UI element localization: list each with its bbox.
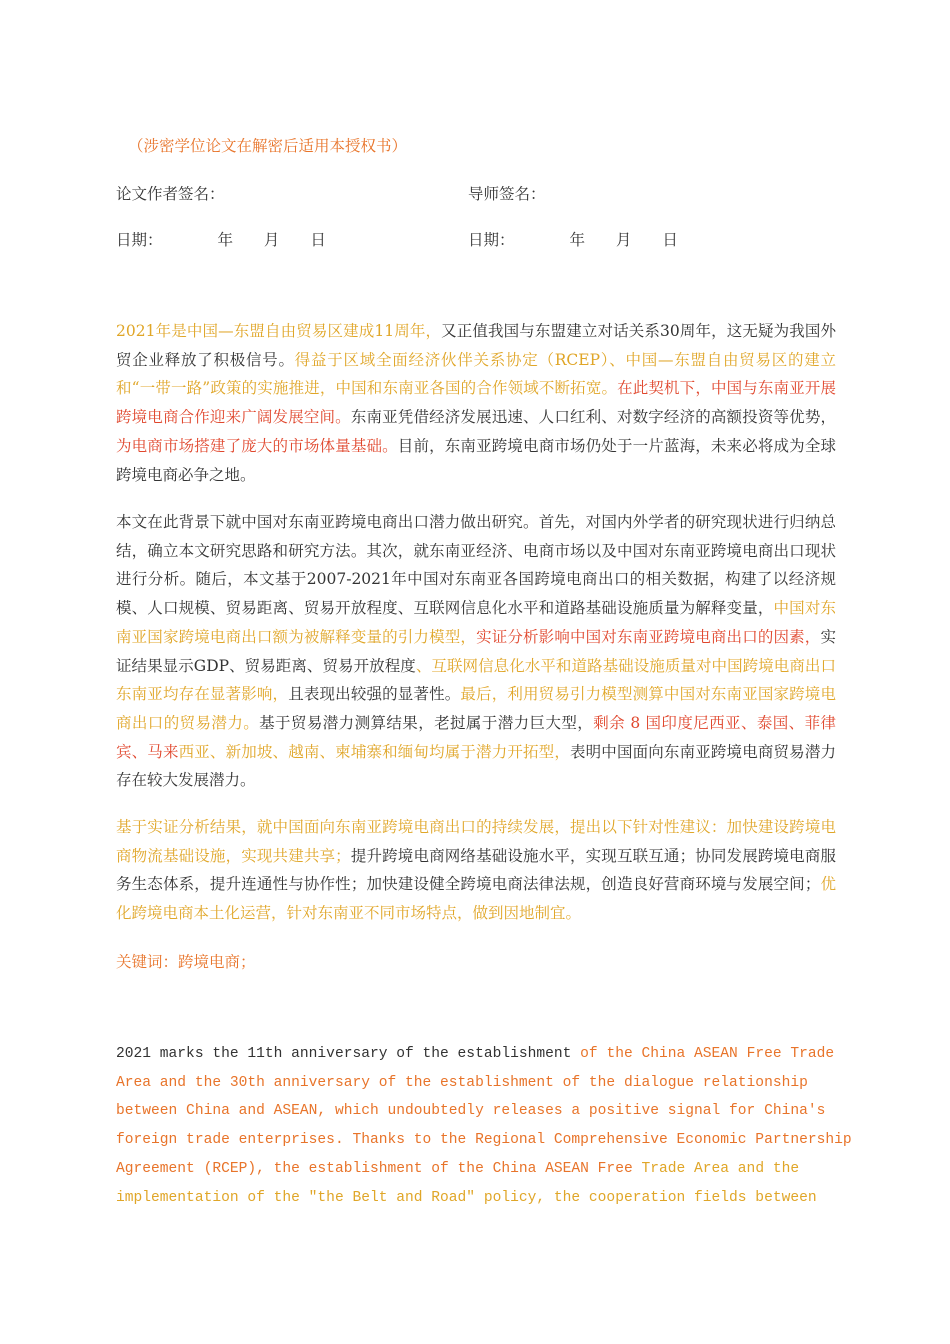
text-run: 在此契机下，中国与东南亚开展跨境电商合作迎来广阔发展空间。 bbox=[116, 379, 836, 427]
text-run: 优化跨境电商本土化运营，针对东南亚不同市场特点，做到因地制宜。 bbox=[116, 875, 836, 923]
author-signature-label: 论文作者签名： bbox=[116, 185, 225, 203]
text-run: implementation of the "the Belt and Road" policy, the cooperation fields between bbox=[116, 1189, 817, 1206]
text-run: 又正值我国与东盟建立对话关系30周年，这无疑为我国外贸企业释放了积极信号。 bbox=[116, 322, 837, 369]
text-run: 2021 marks the 11th anniversary of the establishment bbox=[116, 1046, 581, 1062]
abstract-en-line bbox=[116, 1069, 836, 1098]
abstract-en-line bbox=[116, 1184, 836, 1213]
abstract-en-line bbox=[116, 1126, 852, 1155]
text-run: 西亚、新加坡、越南、柬埔寨和缅甸均属于潜力开拓型， bbox=[178, 742, 570, 761]
text-run: 且表现出较强的显著性。 bbox=[288, 685, 461, 704]
text-run: 为电商市场搭建了庞大的市场体量基础。 bbox=[116, 436, 398, 455]
date-day: 日 bbox=[662, 231, 678, 249]
text-run: Area and the 30th anniversary of the establishment of the dialogue relationship bbox=[116, 1074, 808, 1091]
abstract-cn-paragraph-1 bbox=[116, 317, 836, 489]
date-line-left bbox=[116, 228, 326, 250]
text-run: 东南亚凭借经济发展迅速、人口红利、对数字经济的高额投资等优势， bbox=[350, 408, 836, 427]
text-run: Agreement (RCEP), the establishment of the China ASEAN Free bbox=[116, 1160, 642, 1177]
text-run: 本文在此背景下就中国对东南亚跨境电商出口潜力做出研究。首先，对国内外学者的研究现状进行归纳总结，确立本文研究思路和研究方法。其次，就东南亚经济、电商市场以及中国对东南亚跨境电商出口现状进行分析。随后，本文基于2007-2021年中国对东南亚各国跨境电商出口的相关数据，构建了以经济规模、人口规模、贸易距离、贸易开放程度、互联网信息化水平和道路基础设施质量为解释变量， bbox=[116, 513, 836, 618]
text-run: 基于贸易潜力测算结果，老挝属于潜力巨大型， bbox=[259, 713, 594, 732]
text-run: 、互联网信息化水平和道路基础设施质量对中国跨境电商出口东南亚均存在显著影响， bbox=[116, 656, 836, 704]
text-run: Trade Area and the bbox=[641, 1160, 800, 1177]
date-year: 年 bbox=[217, 231, 233, 249]
keywords: 关键词：跨境电商； bbox=[116, 953, 256, 971]
text-run: 表明中国面向东南亚跨境电商贸易潜力存在较大发展潜力。 bbox=[116, 742, 836, 790]
abstract-en-line bbox=[116, 1155, 836, 1184]
advisor-signature-label: 导师签名： bbox=[468, 185, 546, 203]
date-day: 日 bbox=[310, 231, 326, 249]
text-run: 2021年是中国—东盟自由贸易区建成11周年， bbox=[116, 322, 442, 340]
date-label: 日期： bbox=[116, 231, 163, 249]
text-run: 得益于区域全面经济伙伴关系协定（RCEP）、中国—东盟自由贸易区的建立和“一带一路”政策的实施推进，中国和东南亚各国的合作领域不断拓宽。 bbox=[116, 350, 836, 398]
date-year: 年 bbox=[569, 231, 585, 249]
text-run: 目前，东南亚跨境电商市场仍处于一片蓝海，未来必将成为全球跨境电商必争之地。 bbox=[116, 436, 836, 484]
abstract-en-line bbox=[116, 1097, 836, 1126]
date-month: 月 bbox=[615, 231, 632, 249]
date-line-right bbox=[468, 228, 678, 250]
date-label: 日期： bbox=[468, 231, 515, 249]
text-run: 中国对东南亚国家跨境电商出口额为被解释变量的引力模型， bbox=[116, 599, 836, 646]
text-run: 实证分析影响中国对东南亚跨境电商出口的因素， bbox=[476, 627, 821, 646]
text-run: 提升跨境电商网络基础设施水平，实现互联互通；协同发展跨境电商服务生态体系，提升连通性与协作性；加快建设健全跨境电商法律法规，创造良好营商环境与发展空间； bbox=[116, 846, 836, 894]
text-run: 实证结果显示GDP、贸易距离、贸易开放程度 bbox=[116, 627, 836, 675]
text-run: between China and ASEAN, which undoubtedly releases a positive signal for China's bbox=[116, 1103, 826, 1120]
abstract-cn-paragraph-2 bbox=[116, 508, 836, 795]
text-run: 剩余 8 国印度尼西亚、泰国、菲律宾、马来 bbox=[116, 713, 836, 761]
text-run: 最后，利用贸易引力模型测算中国对东南亚国家跨境电商出口的贸易潜力。 bbox=[116, 685, 836, 732]
abstract-en-line bbox=[116, 1040, 836, 1069]
abstract-cn-paragraph-3 bbox=[116, 813, 836, 928]
authorization-note: （涉密学位论文在解密后适用本授权书） bbox=[128, 137, 408, 155]
abstract-en bbox=[116, 1040, 852, 1212]
text-run: 基于实证分析结果，就中国面向东南亚跨境电商出口的持续发展，提出以下针对性建议：加快建设跨境电商物流基础设施，实现共建共享； bbox=[116, 818, 836, 865]
text-run: of the China ASEAN Free Trade bbox=[580, 1046, 835, 1062]
text-run: foreign trade enterprises. Thanks to the Regional Comprehensive Economic Partnership bbox=[116, 1132, 852, 1149]
date-month: 月 bbox=[263, 231, 280, 249]
